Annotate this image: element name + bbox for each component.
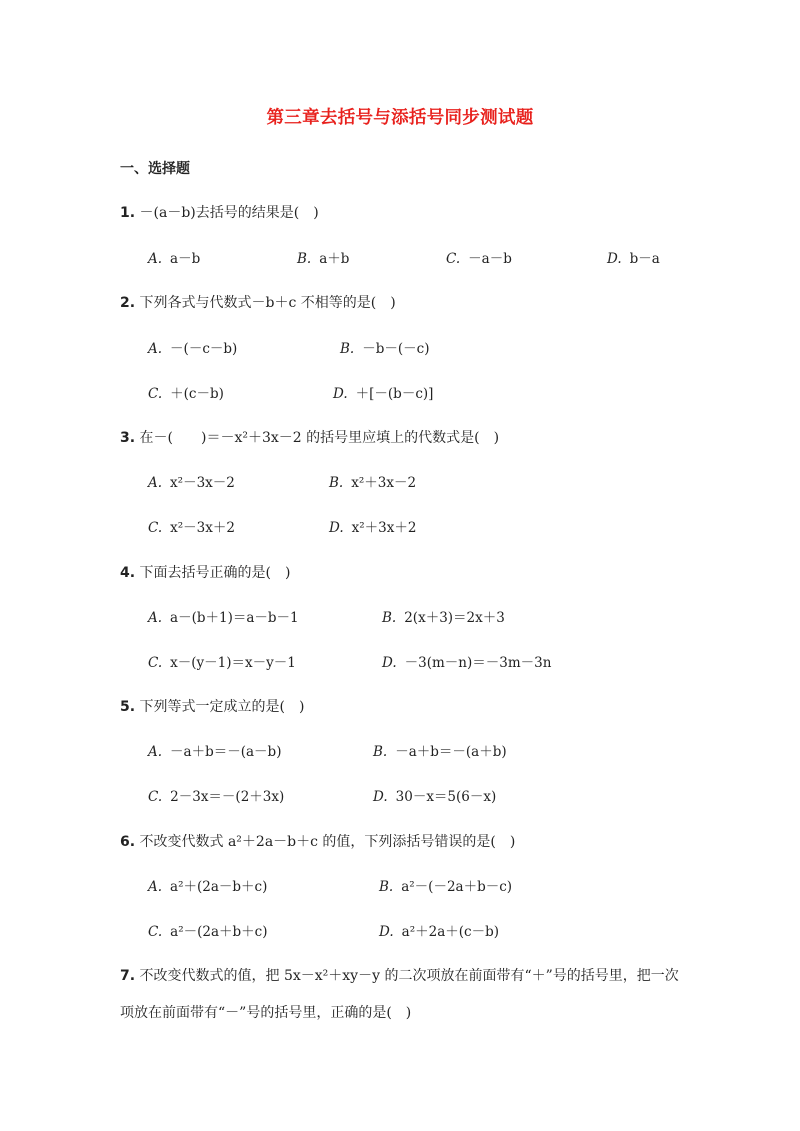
option-b: B. －b－(－c) (340, 341, 430, 357)
question-6 (120, 832, 515, 852)
option-c: C. 2－3x＝－(2＋3x) (148, 789, 285, 805)
question-text: 下面去括号正确的是( ) (139, 565, 291, 581)
option-b: B. x²＋3x－2 (329, 475, 417, 491)
question-4 (120, 563, 290, 583)
option-b: B. a＋b (297, 251, 350, 267)
option-b: B. 2(x＋3)＝2x＋3 (382, 610, 505, 626)
option-a: A. －(－c－b) (148, 341, 238, 357)
option-a: A. －a＋b＝－(a－b) (148, 744, 282, 760)
question-number: 3. (120, 430, 136, 446)
option-a: A. x²－3x－2 (148, 475, 235, 491)
option-d: D. x²＋3x＋2 (329, 520, 417, 536)
question-number: 4. (120, 565, 136, 581)
question-1 (120, 203, 319, 223)
option-b: B. a²－(－2a＋b－c) (379, 879, 513, 895)
option-d: D. a²＋2a＋(c－b) (379, 924, 499, 940)
question-2 (120, 293, 396, 313)
option-c: C. x－(y－1)＝x－y－1 (148, 655, 296, 671)
section-heading: 一、选择题 (120, 161, 190, 177)
question-text: －(a－b)去括号的结果是( ) (139, 205, 319, 221)
option-c: C. x²－3x＋2 (148, 520, 235, 536)
question-number: 2. (120, 295, 136, 311)
question-text: 下列各式与代数式－b＋c 不相等的是( ) (139, 295, 396, 311)
option-d: D. ＋[－(b－c)] (333, 386, 434, 402)
question-5 (120, 697, 304, 717)
question-text: 下列等式一定成立的是( ) (139, 699, 305, 715)
question-text: 不改变代数式的值，把 5x－x²＋xy－y 的二次项放在前面带有“＋”号的括号里，把一次项放在前面带有“－”号的括号里，正确的是( ) (120, 968, 679, 1021)
option-b: B. －a＋b＝－(a＋b) (373, 744, 507, 760)
question-3 (120, 428, 499, 448)
question-text: 在－( )＝－x²＋3x－2 的括号里应填上的代数式是( ) (139, 430, 500, 446)
option-c: C. －a－b (446, 251, 512, 267)
option-d: D. b－a (607, 251, 660, 267)
question-number: 1. (120, 205, 136, 221)
question-text: 不改变代数式 a²＋2a－b＋c 的值，下列添括号错误的是( ) (139, 834, 516, 850)
option-d: D. －3(m－n)＝－3m－3n (382, 655, 552, 671)
question-7 (120, 958, 685, 1032)
question-number: 6. (120, 834, 136, 850)
question-number: 5. (120, 699, 136, 715)
option-d: D. 30－x＝5(6－x) (373, 789, 497, 805)
page-title: 第三章去括号与添括号同步测试题 (266, 108, 534, 128)
option-a: A. a－(b＋1)＝a－b－1 (148, 610, 299, 626)
option-a: A. a－b (148, 251, 201, 267)
option-c: C. ＋(c－b) (148, 386, 224, 402)
question-number: 7. (120, 968, 136, 984)
option-a: A. a²＋(2a－b＋c) (148, 879, 268, 895)
option-c: C. a²－(2a＋b＋c) (148, 924, 268, 940)
